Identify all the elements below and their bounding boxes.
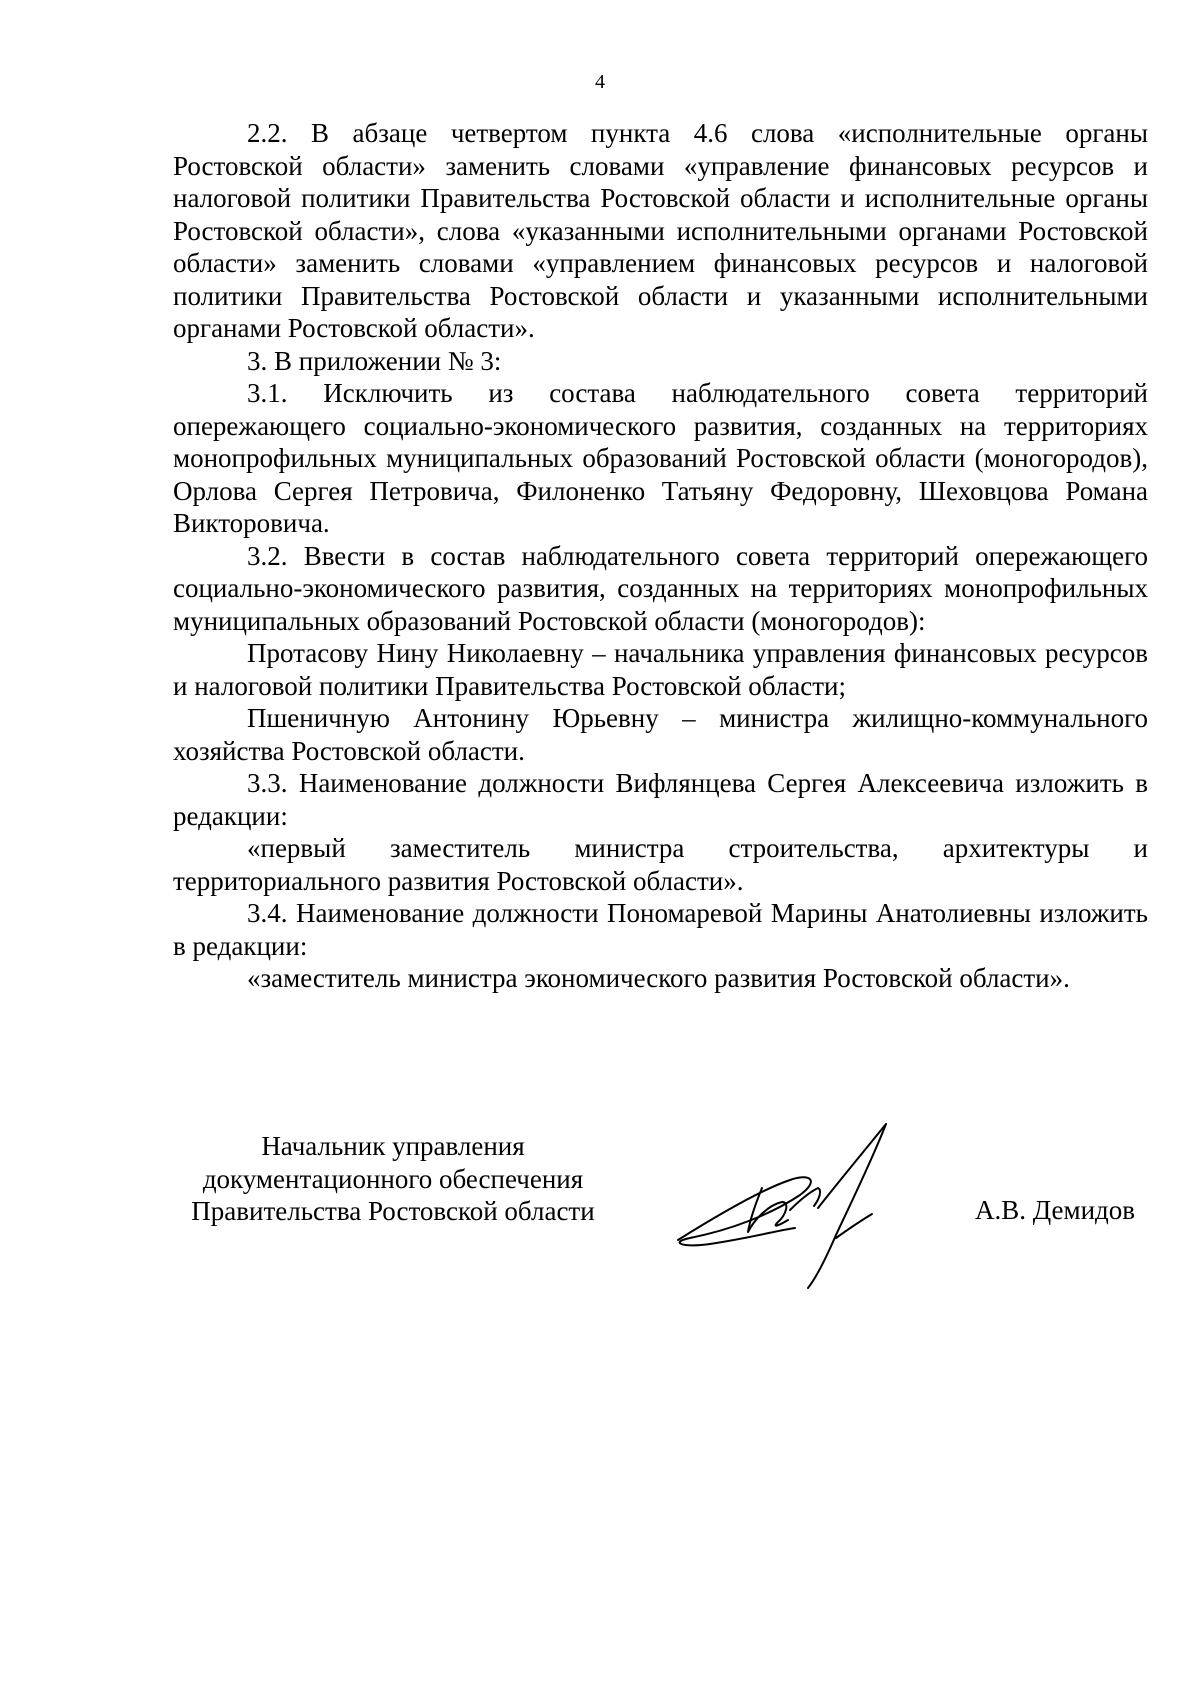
signatory-title-line: Начальник управления (261, 1131, 525, 1161)
paragraph-pshenichnaya: Пшеничную Антонину Юрьевну – министра жилищно-коммунального хозяйства Ростовской области. (173, 703, 1148, 766)
paragraph-3-2: 3.2. Ввести в состав наблюдательного совета территорий опережающего социально-экономического развития, созданных на территориях монопрофильных муниципальных образований Ростовской области (моногородов): (173, 540, 1148, 636)
document-body (173, 117, 1148, 995)
page-number: 4 (595, 71, 605, 93)
paragraph-3-4: 3.4. Наименование должности Пономаревой Марины Анатолиевны изложить в редакции: (173, 898, 1148, 961)
signatory-name: А.В. Демидов (975, 1195, 1136, 1225)
paragraph-3: 3. В приложении № 3: (247, 345, 502, 376)
paragraph-2-2: 2.2. В абзаце четвертом пункта 4.6 слова «исполнительные органы Ростовской области» заменить словами «управление финансовых ресурсов и налоговой политики Правительства Ростовской области и исполнительные органы Ростовской области», слова «указанными исполнительными органами Ростовской области» заменить словами «управлением финансовых ресурсов и налоговой политики Правительства Ростовской области и указанными исполнительными органами Ростовской области». (173, 118, 1148, 343)
paragraph-protasova: Протасову Нину Николаевну – начальника управления финансовых ресурсов и налоговой политики Правительства Ростовской области; (173, 638, 1148, 701)
signatory-title (173, 1130, 613, 1228)
paragraph-3-3: 3.3. Наименование должности Вифлянцева Сергея Алексеевича изложить в редакции: (173, 768, 1148, 831)
signatory-title-line: Правительства Ростовской области (191, 1196, 595, 1226)
handwritten-signature (650, 1110, 950, 1290)
paragraph-3-4-text: «заместитель министра экономического развития Ростовской области». (247, 963, 1070, 993)
paragraph-3-1: 3.1. Исключить из состава наблюдательного совета территорий опережающего социально-экономического развития, созданных на территориях монопрофильных муниципальных образований Ростовской области (моногородов), Орлова Сергея Петровича, Филоненко Татьяну Федоровну, Шеховцова Романа Викторовича. (173, 378, 1148, 538)
signatory-title-line: документационного обеспечения (202, 1163, 584, 1194)
paragraph-3-3-text: «первый заместитель министра строительства, архитектуры и территориального развития Ростовской области». (173, 833, 1148, 896)
